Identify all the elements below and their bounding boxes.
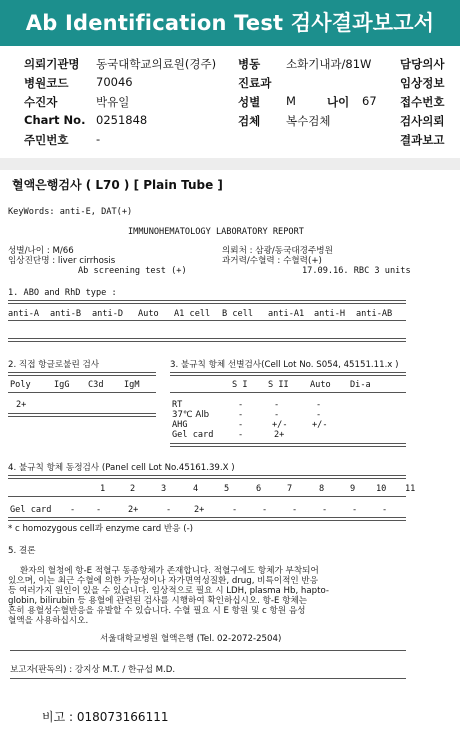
sex-age: 성별/나이 : M/66	[8, 246, 74, 256]
conclusion-line: 등 여러가지 원인이 있을 수 있습니다. 임상적으로 필요 시 LDH, plasma Hb, hapto-	[8, 586, 329, 596]
section-separator	[0, 158, 460, 170]
panel-col: 8	[319, 484, 325, 494]
reporter-rule-bottom	[10, 678, 406, 679]
ab-screening: Ab screening test (+)	[78, 266, 187, 276]
dat-col-igg: IgG	[54, 380, 70, 390]
section-1-title: 1. ABO and RhD type :	[8, 288, 117, 298]
remark: 비고 : 018073166111	[42, 710, 169, 724]
conclusion-line: 있으며, 이는 최근 수혈에 의한 가능성이나 자가면역성질환, drug, 비특이적인 반응	[8, 576, 319, 586]
screen-cell: -	[316, 400, 322, 410]
panel-col: 11	[405, 484, 416, 494]
patient-label: 수진자	[24, 95, 58, 109]
dat-bottom-rule	[8, 413, 156, 417]
panel-col: 7	[287, 484, 293, 494]
keywords: KeyWords: anti-E, DAT(+)	[8, 207, 133, 217]
reporter: 보고자(판독의) : 강지상 M.T. / 한규섭 M.D.	[10, 665, 176, 675]
panel-col: 5	[224, 484, 230, 494]
panel-cell: 2+	[194, 505, 205, 515]
panel-cell: -	[382, 505, 388, 515]
screen-row-label: AHG	[172, 420, 188, 430]
patient-info-header	[0, 56, 460, 152]
panel-col: 2	[130, 484, 136, 494]
abo-col-5: A1 cell	[174, 309, 211, 319]
panel-cell: 2+	[128, 505, 139, 515]
section-4-rule	[8, 475, 406, 479]
screen-cell: +/-	[312, 420, 328, 430]
transfusion-history: 과거력/수혈력 : 수혈력(+)	[222, 256, 322, 266]
conclusion-line: 환자의 혈청에 항-E 적혈구 동종항체가 존재합니다. 적혈구에도 항체가 부착되어	[20, 566, 319, 576]
panel-cell: -	[70, 505, 76, 515]
screen-col-s2: S II	[268, 380, 289, 390]
ward-label: 병동	[238, 57, 261, 71]
panel-bottom-rule	[8, 517, 406, 521]
hospcode-value: 70046	[96, 75, 133, 89]
panel-cell: -	[96, 505, 102, 515]
sex-label: 성별	[238, 95, 261, 109]
screen-bottom-rule	[170, 443, 406, 447]
panel-col: 9	[350, 484, 356, 494]
receipt-label: 접수번호	[400, 95, 445, 109]
screen-cell: -	[238, 400, 244, 410]
panel-cell: -	[322, 505, 328, 515]
screen-header-rule	[170, 392, 406, 393]
panel-cell: -	[232, 505, 238, 515]
panel-note: * c homozygous cell과 enzyme card 반응 (-)	[8, 524, 194, 534]
dat-col-poly: Poly	[10, 380, 31, 390]
conclusion-line: 혈액을 사용하십시오.	[8, 616, 89, 626]
section-3-title: 3. 불규칙 항체 선별검사(Cell Lot No. S054, 45151.11.x )	[170, 360, 399, 370]
abo-col-2: anti-B	[50, 309, 82, 319]
examiner-label: 검사의뢰	[400, 114, 445, 128]
dat-poly-value: 2+	[16, 400, 27, 410]
panel-header-rule	[8, 496, 406, 497]
section-3-rule	[170, 372, 406, 376]
abo-bottom-rule	[8, 338, 406, 342]
dat-header-rule	[8, 392, 156, 393]
age-label: 나이	[327, 95, 350, 109]
scanned-report	[0, 170, 460, 734]
panel-col: 1	[100, 484, 106, 494]
panel-cell: -	[292, 505, 298, 515]
hospcode-label: 병원코드	[24, 76, 69, 90]
chart-value: 0251848	[96, 113, 148, 127]
section-2-rule	[8, 372, 156, 376]
abo-col-9: anti-AB	[356, 309, 393, 319]
screen-row-label: Gel card	[172, 430, 214, 440]
section-1-rule	[8, 300, 406, 304]
requester: 의뢰처 : 삼광/동국대경주병원	[222, 246, 333, 256]
screen-cell: +/-	[272, 420, 288, 430]
panel-row-label: Gel card	[10, 505, 52, 515]
report-doc-title: IMMUNOHEMATOLOGY LABORATORY REPORT	[128, 227, 304, 237]
hospital-label: 의뢰기관명	[24, 57, 80, 71]
conclusion-line: 흔히 용혈성수혈반응을 유발할 수 있습니다. 수혈 필요 시 E 항원 및 c 항원 음성	[8, 606, 306, 616]
transfusion-date: 17.09.16. RBC 3 units	[302, 266, 411, 276]
dept-label: 진료과	[238, 76, 272, 90]
screen-col-dia: Di-a	[350, 380, 371, 390]
result-report-label: 결과보고	[400, 133, 445, 147]
panel-col: 3	[161, 484, 167, 494]
panel-cell: -	[166, 505, 172, 515]
dat-col-igm: IgM	[124, 380, 140, 390]
abo-col-6: B cell	[222, 309, 254, 319]
screen-col-auto: Auto	[310, 380, 331, 390]
abo-col-8: anti-H	[314, 309, 346, 319]
dat-col-c3d: C3d	[88, 380, 104, 390]
section-2-title: 2. 직접 항글로불린 검사	[8, 360, 100, 370]
report-section-title: 혈액은행검사 ( L70 ) [ Plain Tube ]	[12, 178, 223, 192]
rrn-value: -	[96, 132, 101, 146]
screen-row-label: 37℃ Alb	[172, 410, 210, 420]
screen-cell: 2+	[274, 430, 285, 440]
section-4-title: 4. 불규칙 항체 동정검사 (Panel cell Lot No.45161.39.X )	[8, 463, 235, 473]
screen-cell: -	[238, 420, 244, 430]
reporter-rule-top	[10, 650, 406, 651]
panel-col: 6	[256, 484, 262, 494]
specimen-label: 검체	[238, 114, 261, 128]
abo-col-7: anti-A1	[268, 309, 305, 319]
ward-value: 소화기내과/81W	[286, 57, 372, 71]
panel-cell: -	[352, 505, 358, 515]
doctor-label: 담당의사	[400, 57, 445, 71]
patient-value: 박유일	[96, 95, 130, 109]
abo-col-3: anti-D	[92, 309, 124, 319]
abo-col-4: Auto	[138, 309, 159, 319]
screen-cell: -	[238, 410, 244, 420]
specimen-value: 복수검체	[286, 114, 331, 128]
screen-row-label: RT	[172, 400, 183, 410]
section-5-title: 5. 결론	[8, 546, 36, 556]
panel-cell: -	[262, 505, 268, 515]
screen-cell: -	[238, 430, 244, 440]
diagnosis: 임상진단명 : liver cirrhosis	[8, 256, 116, 266]
panel-col: 10	[376, 484, 387, 494]
screen-cell: -	[274, 400, 280, 410]
rrn-label: 주민번호	[24, 133, 69, 147]
sex-value: M	[286, 94, 296, 108]
screen-cell: -	[274, 410, 280, 420]
age-value: 67	[362, 94, 377, 108]
abo-header-rule	[8, 320, 406, 321]
clinical-label: 임상정보	[400, 76, 445, 90]
blood-bank-contact: 서울대학교병원 혈액은행 (Tel. 02-2072-2504)	[100, 634, 282, 644]
screen-col-s1: S I	[232, 380, 248, 390]
hospital-value: 동국대학교의료원(경주)	[96, 57, 217, 71]
chart-label: Chart No.	[24, 113, 86, 127]
report-title-bar: Ab Identification Test 검사결과보고서	[0, 0, 460, 46]
conclusion-line: globin, bilirubin 등 용혈에 관련된 검사를 시행하여 확인하십시오. 항-E 항체는	[8, 596, 308, 606]
panel-col: 4	[193, 484, 199, 494]
screen-cell: -	[316, 410, 322, 420]
abo-col-1: anti-A	[8, 309, 40, 319]
